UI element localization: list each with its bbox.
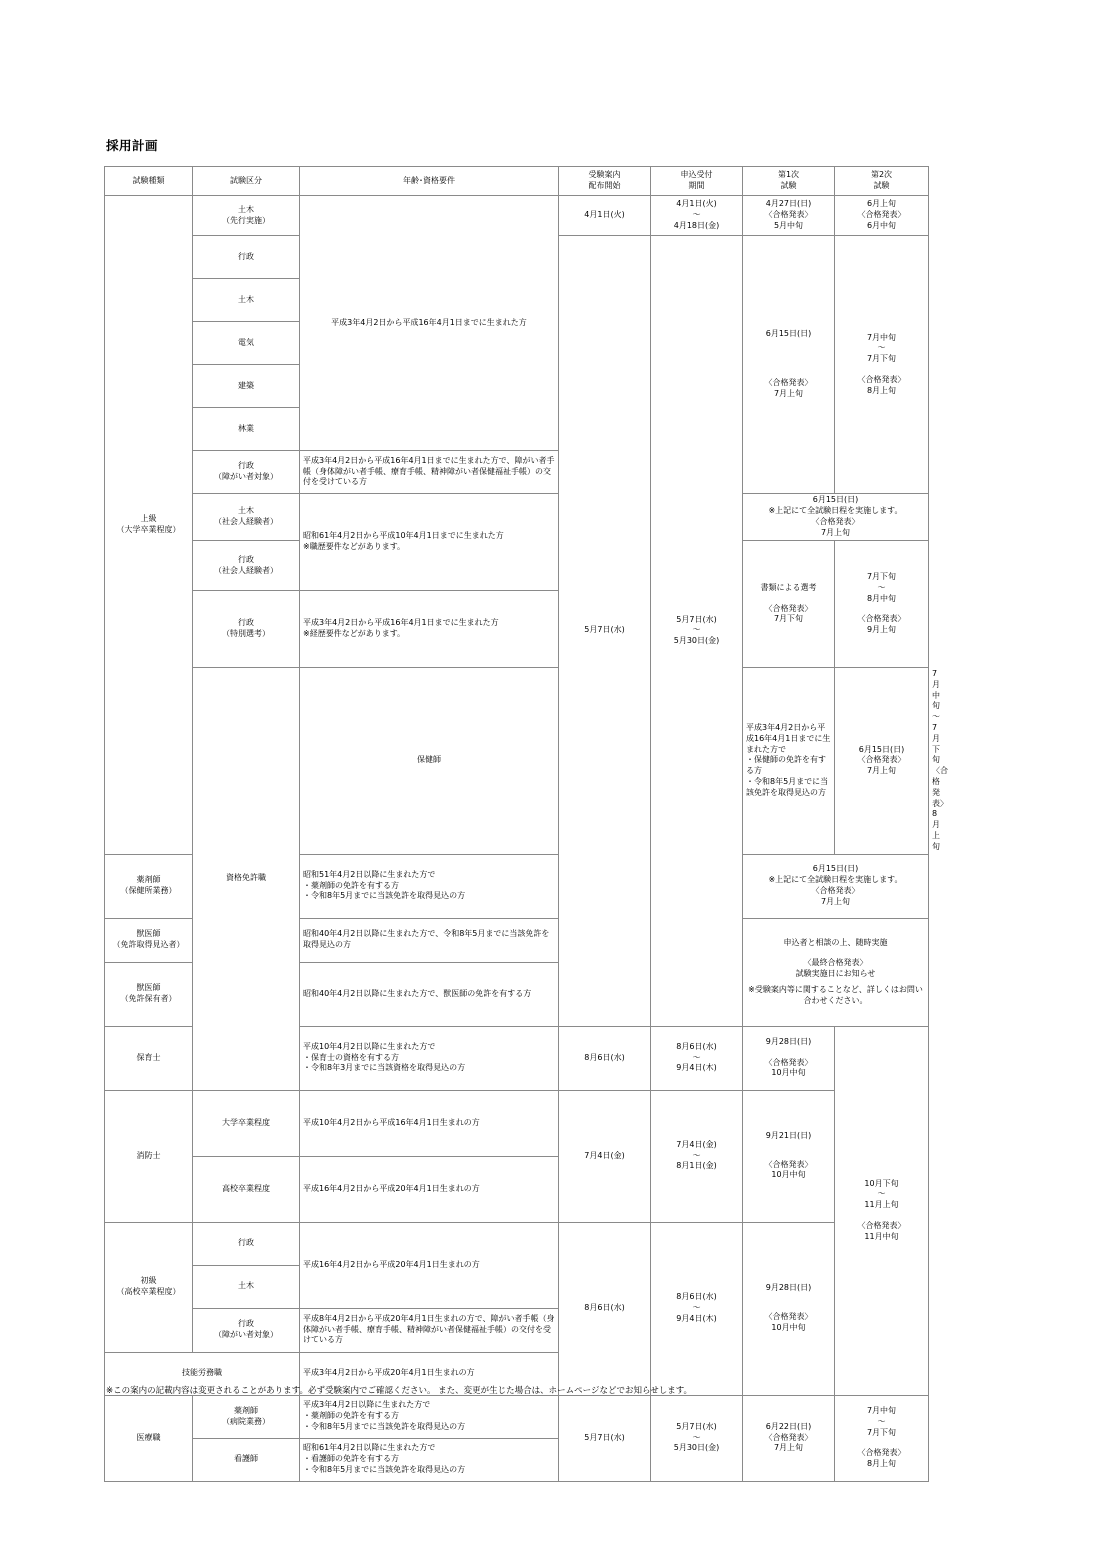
requirement-disabled: 平成3年4月2日から平成16年4月1日までに生まれた方で、障がい者手帳（身体障がい者手帳、療育手帳、精神障がい者保健福祉手帳）の交付を受けている方 — [300, 451, 559, 494]
header-application-period: 申込受付 期間 — [651, 167, 743, 196]
table-row — [105, 1090, 929, 1156]
requirement-med-yakuzaishi: 平成3年4月2日以降に生まれた方で ・薬剤師の免許を有する方 ・令和8年5月までに当該免許を取得見込の方 — [300, 1395, 559, 1438]
type-fire: 消防士 — [105, 1090, 193, 1222]
second-exam-fall: 10月下旬 ～ 11月上旬 〈合格発表〉 11月中旬 — [835, 1026, 929, 1395]
requirement-special: 平成3年4月2日から平成16年4月1日までに生まれた方 ※経歴要件などがあります。 — [300, 591, 559, 668]
category-kenchiku: 建築 — [193, 365, 300, 408]
guide-medical: 5月7日(水) — [559, 1395, 651, 1481]
header-second-exam: 第2次 試験 — [835, 167, 929, 196]
header-row — [105, 167, 929, 196]
guide-hoikushi: 8月6日(水) — [559, 1026, 651, 1090]
social-doboku-schedule: 6月15日(日) ※上記にて全試験日程を実施します。 〈合格発表〉 7月上旬 — [743, 494, 929, 541]
first-exam-fire: 9月21日(日) 〈合格発表〉 10月中旬 — [743, 1090, 835, 1222]
category-doboku: 土木 — [193, 279, 300, 322]
category-doboku-social: 土木 （社会人経験者） — [193, 494, 300, 541]
first-exam-junior: 9月28日(日) 〈合格発表〉 10月中旬 — [743, 1222, 835, 1395]
requirement-junior: 平成16年4月2日から平成20年4月1日生まれの方 — [300, 1222, 559, 1308]
yakuzaishi-schedule: 6月15日(日) ※上記にて全試験日程を実施します。 〈合格発表〉 7月上旬 — [743, 854, 929, 918]
requirement-skilled: 平成3年4月2日から平成20年4月1日生まれの方 — [300, 1352, 559, 1395]
requirement-kangoshi: 昭和61年4月2日以降に生まれた方で ・看護師の免許を有する方 ・令和8年5月までに当該免許を取得見込の方 — [300, 1438, 559, 1481]
requirement-junior-disabled: 平成8年4月2日から平成20年4月1日生まれの方で、障がい者手帳（身体障がい者手帳、療育手帳、精神障がい者保健福祉手帳）の交付を受けている方 — [300, 1308, 559, 1352]
footnote: ※この案内の記載内容は変更されることがあります。必ず受験案内でご確認ください。 また、変更が生じた場合は、ホームページなどでお知らせします。 — [106, 1386, 693, 1396]
header-requirements: 年齢･資格要件 — [300, 167, 559, 196]
first-exam-early: 4月27日(日) 〈合格発表〉 5月中旬 — [743, 196, 835, 236]
category-kangoshi: 看護師 — [193, 1438, 300, 1481]
header-first-exam: 第1次 試験 — [743, 167, 835, 196]
application-fire: 7月4日(金) ～ 8月1日(金) — [651, 1090, 743, 1222]
juishi-schedule: 申込者と相談の上、随時実施 〈最終合格発表〉 試験実施日にお知らせ ※受験案内等に関することなど、詳しくはお問い合わせください。 — [743, 918, 929, 1026]
second-exam-main: 7月中旬 ～ 7月下旬 〈合格発表〉 8月上旬 — [835, 236, 929, 494]
application-junior: 8月6日(水) ～ 9月4日(木) — [651, 1222, 743, 1395]
type-junior: 初級 （高校卒業程度） — [105, 1222, 193, 1352]
application-early: 4月1日(火) ～ 4月18日(金) — [651, 196, 743, 236]
guide-early: 4月1日(火) — [559, 196, 651, 236]
requirement-upper: 平成3年4月2日から平成16年4月1日までに生まれた方 — [300, 196, 559, 451]
application-medical: 5月7日(水) ～ 5月30日(金) — [651, 1395, 743, 1481]
requirement-social: 昭和61年4月2日から平成10年4月1日までに生まれた方 ※職歴要件などがあります。 — [300, 494, 559, 591]
table-row — [105, 1395, 929, 1438]
page-title: 採用計画 — [106, 138, 159, 153]
category-doboku-junior: 土木 — [193, 1265, 300, 1308]
second-exam-early: 6月上旬 〈合格発表〉 6月中旬 — [835, 196, 929, 236]
recruitment-plan-table — [104, 166, 948, 1482]
category-ringyo: 林業 — [193, 408, 300, 451]
category-daigaku: 大学卒業程度 — [193, 1090, 300, 1156]
first-exam-medical: 6月22日(日) 〈合格発表〉 7月上旬 — [743, 1395, 835, 1481]
first-exam-document: 書類による選考 〈合格発表〉 7月下旬 — [743, 541, 835, 668]
table-row — [105, 494, 929, 541]
type-upper: 上級 （大学卒業程度） — [105, 196, 193, 855]
category-hoikushi: 保育士 — [105, 1026, 193, 1090]
type-license: 資格免許職 — [193, 668, 300, 1091]
second-exam-medical: 7月中旬 ～ 7月下旬 〈合格発表〉 8月上旬 — [835, 1395, 929, 1481]
table-row — [105, 1222, 929, 1265]
type-skilled: 技能労務職 — [105, 1352, 300, 1395]
first-exam-main: 6月15日(日) 〈合格発表〉 7月上旬 — [743, 236, 835, 494]
category-yakuzaishi-hospital: 薬剤師 （病院業務） — [193, 1395, 300, 1438]
first-exam-hoikushi: 9月28日(日) 〈合格発表〉 10月中旬 — [743, 1026, 835, 1090]
table-row: 資格免許職 保健師 平成3年4月2日から平成16年4月1日までに生まれた方で ・保健師の免許を有する方 ・令和8年5月までに当該免許を取得見込の方 6月15日(日) 〈合格発表〉 7月上旬 7月中旬 ～ 7月下旬 〈合格発表〉 8月上旬 — [105, 668, 929, 855]
requirement-fire-univ: 平成10年4月2日から平成16年4月1日生まれの方 — [300, 1090, 559, 1156]
requirement-juishi-expected: 昭和40年4月2日以降に生まれた方で、令和8年5月までに当該免許を取得見込の方 — [300, 918, 559, 962]
category-gyosei: 行政 — [193, 236, 300, 279]
guide-junior: 8月6日(水) — [559, 1222, 651, 1395]
category-gyosei-disabled: 行政 （障がい者対象） — [193, 451, 300, 494]
category-hokenshi: 保健師 — [300, 668, 559, 855]
category-yakuzaishi-hokenjo: 薬剤師 （保健所業務） — [105, 854, 193, 918]
category-gyosei-social: 行政 （社会人経験者） — [193, 541, 300, 591]
requirement-hoikushi: 平成10年4月2日以降に生まれた方で ・保育士の資格を有する方 ・令和8年3月までに当該資格を取得見込の方 — [300, 1026, 559, 1090]
first-exam-hokenshi: 6月15日(日) 〈合格発表〉 7月上旬 — [835, 668, 929, 855]
application-hoikushi: 8月6日(水) ～ 9月4日(木) — [651, 1026, 743, 1090]
category-denki: 電気 — [193, 322, 300, 365]
requirement-yakuzaishi: 昭和51年4月2日以降に生まれた方で ・薬剤師の免許を有する方 ・令和8年5月までに当該免許を取得見込の方 — [300, 854, 559, 918]
guide-fire: 7月4日(金) — [559, 1090, 651, 1222]
category-juishi-holder: 獣医師 （免許保有者） — [105, 962, 193, 1026]
category-gyosei-disabled-junior: 行政 （障がい者対象） — [193, 1308, 300, 1352]
table-row — [105, 196, 929, 236]
requirement-fire-high: 平成16年4月2日から平成20年4月1日生まれの方 — [300, 1156, 559, 1222]
second-exam-document: 7月下旬 ～ 8月中旬 〈合格発表〉 9月上旬 — [835, 541, 929, 668]
category-gyosei-special: 行政 （特別選考） — [193, 591, 300, 668]
type-medical: 医療職 — [105, 1395, 193, 1481]
category-doboku-early: 土木 （先行実施） — [193, 196, 300, 236]
category-juishi-expected: 獣医師 （免許取得見込者） — [105, 918, 193, 962]
application-main: 5月7日(水) ～ 5月30日(金) — [651, 236, 743, 1027]
category-gyosei-junior: 行政 — [193, 1222, 300, 1265]
header-exam-category: 試験区分 — [193, 167, 300, 196]
header-exam-type: 試験種類 — [105, 167, 193, 196]
requirement-hokenshi: 平成3年4月2日から平成16年4月1日までに生まれた方で ・保健師の免許を有する方 ・令和8年5月までに当該免許を取得見込の方 — [743, 668, 835, 855]
guide-main: 5月7日(水) — [559, 236, 651, 1027]
category-koko: 高校卒業程度 — [193, 1156, 300, 1222]
requirement-juishi-holder: 昭和40年4月2日以降に生まれた方で、獣医師の免許を有する方 — [300, 962, 559, 1026]
header-guide-start: 受験案内 配布開始 — [559, 167, 651, 196]
